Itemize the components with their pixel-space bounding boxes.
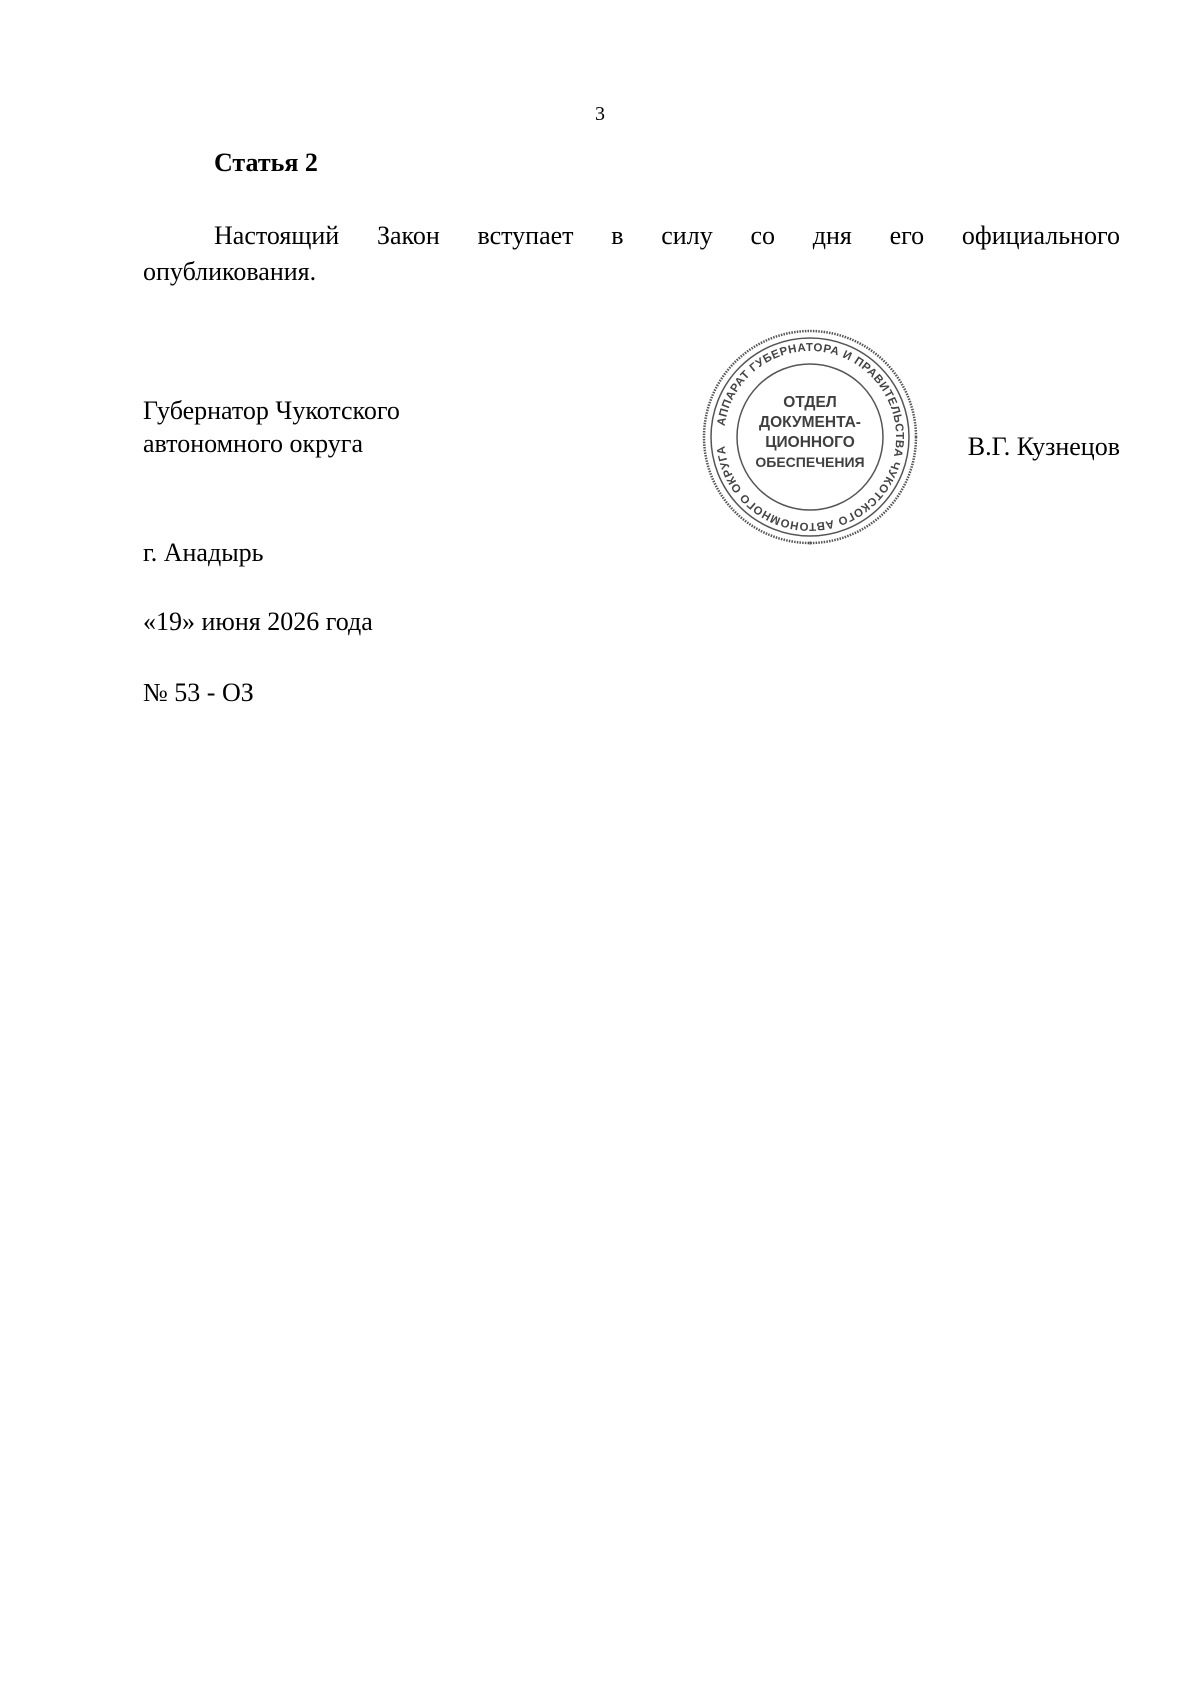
signing-date: «19» июня 2026 года <box>143 607 373 636</box>
body-word: вступает <box>477 221 574 250</box>
signatory-title-line1: Губернатор Чукотского <box>143 396 400 425</box>
stamp-center-line: ДОКУМЕНТА- <box>759 414 861 431</box>
page-number: 3 <box>595 103 605 125</box>
law-number: № 53 - ОЗ <box>143 678 254 707</box>
stamp-star-mark: * <box>807 540 813 547</box>
article-body <box>143 218 1120 290</box>
signatory-name: В.Г. Кузнецов <box>967 432 1120 461</box>
body-word: Настоящий <box>214 221 340 250</box>
signatory-title <box>143 394 400 460</box>
body-word: дня <box>812 221 852 250</box>
stamp-center-text <box>755 394 864 470</box>
stamp-center-line: ОБЕСПЕЧЕНИЯ <box>755 454 865 470</box>
article-body-line2: опубликования. <box>143 257 317 286</box>
article-body-line1 <box>143 218 1120 254</box>
place-of-signing: г. Анадырь <box>143 538 264 567</box>
stamp-ring-text: АППАРАТ ГУБЕРНАТОРА И ПРАВИТЕЛЬСТВА ЧУКОТСКОГО АВТОНОМНОГО ОКРУГА <box>715 341 906 533</box>
body-word: со <box>750 221 775 250</box>
stamp-center-line: ОТДЕЛ <box>783 394 837 411</box>
body-word: в <box>611 221 624 250</box>
body-word: его <box>889 221 925 250</box>
signatory-title-line2: автономного округа <box>143 429 363 458</box>
stamp-center-line: ЦИОННОГО <box>765 434 855 451</box>
body-word: Закон <box>376 221 440 250</box>
article-heading: Статья 2 <box>214 148 318 177</box>
official-stamp <box>700 327 920 547</box>
body-word: официального <box>961 221 1120 250</box>
body-word: силу <box>661 221 713 250</box>
